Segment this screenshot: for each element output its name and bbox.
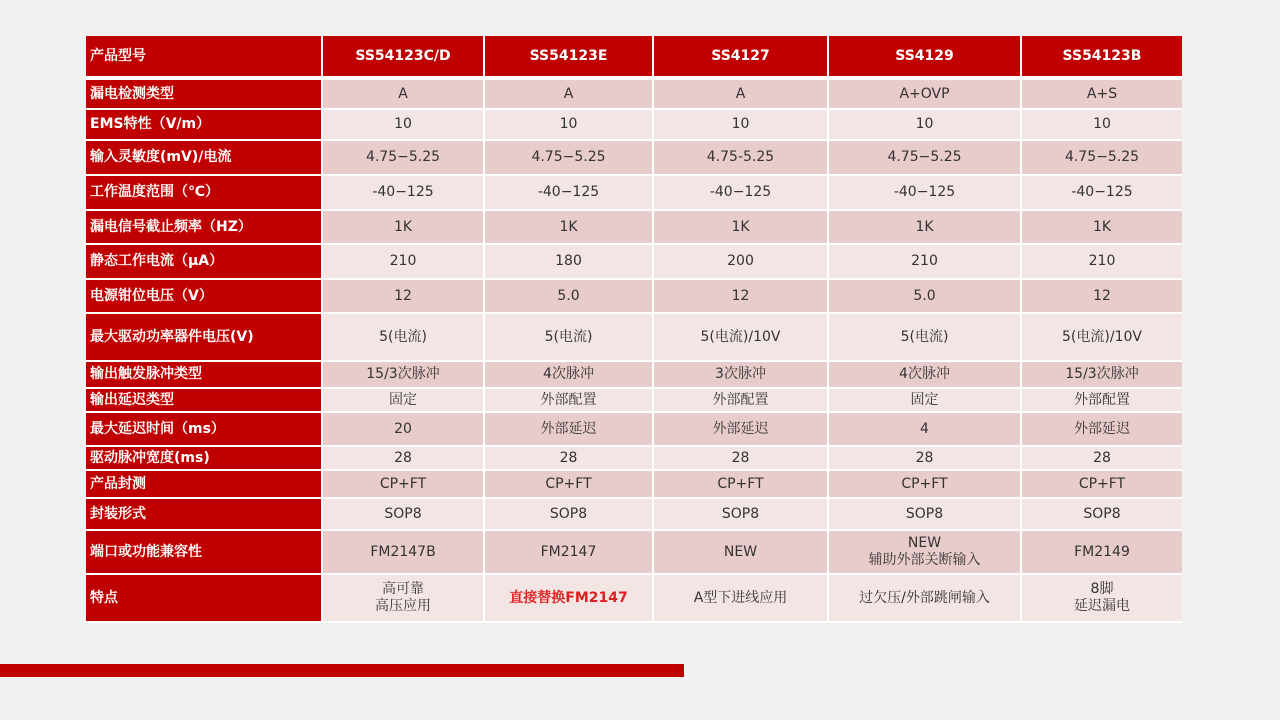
cell-text: 4.75−5.25 — [531, 149, 606, 165]
cell-text: 210 — [1088, 253, 1116, 269]
table-cell — [1022, 413, 1182, 447]
table-row — [86, 499, 1182, 531]
cell-text: 外部延迟 — [1074, 420, 1130, 437]
table-cell — [323, 141, 485, 176]
table-cell — [1022, 211, 1182, 245]
cell-text: CP+FT — [1078, 475, 1126, 492]
cell-text: 28 — [731, 449, 750, 466]
table-row — [86, 575, 1182, 623]
table-row — [86, 245, 1182, 280]
table-cell — [323, 531, 485, 575]
table-cell — [485, 245, 654, 280]
cell-text: 20 — [394, 420, 412, 437]
table-cell — [829, 280, 1022, 314]
cell-text: 5(电流)/10V — [700, 328, 781, 345]
table-cell — [323, 314, 485, 362]
cell-text: 延迟漏电 — [1074, 598, 1130, 614]
table-cell — [829, 362, 1022, 389]
cell-text: 10 — [559, 116, 578, 132]
table-cell — [654, 447, 829, 471]
model-header: SS54123C/D — [323, 36, 485, 80]
table-cell — [654, 245, 829, 280]
cell-text: A — [735, 85, 746, 102]
cell-text: 28 — [559, 449, 578, 466]
cell-text: 12 — [1093, 287, 1111, 304]
table-cell — [485, 413, 654, 447]
table-cell — [485, 499, 654, 531]
cell-text: 辅助外部关断输入 — [868, 552, 981, 568]
model-header: SS4127 — [654, 36, 829, 80]
cell-text: 1K — [1092, 218, 1112, 235]
table-cell — [829, 471, 1022, 499]
table-cell — [654, 362, 829, 389]
cell-text: 28 — [1093, 449, 1111, 466]
row-label: 漏电检测类型 — [86, 80, 323, 110]
decorative-bottom-bar — [0, 664, 684, 677]
table-cell — [323, 362, 485, 389]
table-cell — [323, 447, 485, 471]
table-cell — [829, 211, 1022, 245]
model-header: SS54123E — [485, 36, 654, 80]
cell-text: 4 — [920, 420, 929, 437]
table-cell — [829, 499, 1022, 531]
row-label: 输入灵敏度(mV)/电流 — [86, 141, 323, 176]
table-cell — [829, 110, 1022, 141]
table-cell — [829, 80, 1022, 110]
cell-text: 5(电流) — [379, 328, 427, 345]
table-cell — [1022, 447, 1182, 471]
model-header: SS4129 — [829, 36, 1022, 80]
table-cell — [1022, 141, 1182, 176]
cell-text: 15/3次脉冲 — [1065, 366, 1139, 382]
table-row — [86, 141, 1182, 176]
cell-text: 28 — [915, 449, 934, 466]
table-cell — [829, 575, 1022, 623]
cell-text: 4.75−5.25 — [365, 149, 441, 165]
table-cell — [829, 314, 1022, 362]
cell-text: -40−125 — [537, 184, 600, 200]
cell-text: 5.0 — [913, 287, 936, 304]
cell-text: 4次脉冲 — [899, 366, 950, 382]
cell-text: 210 — [389, 253, 417, 269]
cell-text: 外部配置 — [1074, 391, 1130, 408]
cell-text: 过欠压/外部跳闸输入 — [859, 589, 990, 606]
cell-text: A型下进线应用 — [693, 589, 788, 606]
table-cell — [654, 211, 829, 245]
header-row — [86, 36, 1182, 80]
cell-text: 15/3次脉冲 — [366, 366, 440, 382]
table-cell — [323, 413, 485, 447]
cell-text: -40−125 — [372, 184, 434, 200]
cell-text: 5(电流) — [900, 328, 949, 345]
table-row — [86, 413, 1182, 447]
cell-text: 8脚 — [1090, 581, 1114, 597]
cell-text: 10 — [1093, 116, 1111, 132]
row-label: 输出延迟类型 — [86, 389, 323, 413]
table-cell — [1022, 110, 1182, 141]
table-cell — [485, 211, 654, 245]
table-cell — [654, 176, 829, 211]
cell-text: CP+FT — [901, 475, 948, 492]
cell-text: 4.75-5.25 — [706, 149, 775, 165]
table-row — [86, 280, 1182, 314]
cell-text: 外部延迟 — [540, 420, 597, 437]
table-cell — [485, 389, 654, 413]
cell-text: 外部配置 — [540, 391, 597, 408]
row-label: 最大驱动功率器件电压(V) — [86, 314, 323, 362]
cell-text: 1K — [731, 218, 750, 235]
table-cell — [485, 141, 654, 176]
cell-text: 外部配置 — [712, 391, 769, 408]
cell-text: 28 — [394, 449, 412, 466]
cell-text: 4.75−5.25 — [887, 149, 962, 165]
table-cell — [1022, 280, 1182, 314]
table-row — [86, 389, 1182, 413]
table-cell — [485, 531, 654, 575]
table-cell — [485, 471, 654, 499]
cell-text: SOP8 — [549, 505, 588, 522]
table-cell — [654, 575, 829, 623]
table-cell — [323, 211, 485, 245]
row-label: 端口或功能兼容性 — [86, 531, 323, 575]
cell-text: 外部延迟 — [712, 420, 769, 437]
table-cell — [654, 110, 829, 141]
table-cell — [654, 141, 829, 176]
table-cell — [323, 471, 485, 499]
row-label: 输出触发脉冲类型 — [86, 362, 323, 389]
table-row — [86, 447, 1182, 471]
table-cell — [829, 413, 1022, 447]
cell-text: 4次脉冲 — [543, 366, 594, 382]
cell-text: A+S — [1086, 85, 1118, 102]
table-cell — [485, 176, 654, 211]
cell-text: 12 — [731, 287, 750, 304]
row-label: 产品封测 — [86, 471, 323, 499]
cell-text: A — [563, 85, 574, 102]
row-label: 静态工作电流（μA） — [86, 245, 323, 280]
table-cell — [1022, 362, 1182, 389]
table-cell — [654, 280, 829, 314]
table-cell — [1022, 80, 1182, 110]
cell-text: 12 — [394, 287, 412, 304]
table-cell — [1022, 575, 1182, 623]
cell-text: CP+FT — [717, 475, 764, 492]
table-cell — [829, 141, 1022, 176]
row-label: 最大延迟时间（ms） — [86, 413, 323, 447]
table-row — [86, 471, 1182, 499]
table-row — [86, 176, 1182, 211]
row-label: EMS特性（V/m） — [86, 110, 323, 141]
cell-text: SOP8 — [721, 505, 760, 522]
table-row — [86, 314, 1182, 362]
table-cell — [1022, 245, 1182, 280]
cell-text: NEW — [907, 535, 942, 551]
row-label: 驱动脉冲宽度(ms) — [86, 447, 323, 471]
table-cell — [323, 80, 485, 110]
cell-text: 固定 — [910, 391, 939, 408]
table-cell — [654, 471, 829, 499]
table-cell — [323, 389, 485, 413]
table-cell — [1022, 531, 1182, 575]
table-cell — [485, 575, 654, 623]
cell-text: 4.75−5.25 — [1064, 149, 1140, 165]
cell-text: A — [398, 85, 408, 102]
cell-text: FM2149 — [1074, 543, 1130, 560]
table-cell — [323, 575, 485, 623]
row-label: 封装形式 — [86, 499, 323, 531]
cell-text: 直接替换FM2147 — [509, 589, 628, 606]
table-cell — [1022, 471, 1182, 499]
table-cell — [1022, 389, 1182, 413]
table-row — [86, 110, 1182, 141]
table-cell — [654, 413, 829, 447]
table-cell — [654, 499, 829, 531]
cell-text: 210 — [911, 253, 938, 269]
cell-text: 180 — [555, 253, 582, 269]
header-label: 产品型号 — [86, 36, 323, 80]
cell-text: 1K — [559, 218, 578, 235]
cell-text: FM2147B — [370, 543, 436, 560]
table-cell — [485, 314, 654, 362]
cell-text: 高可靠 — [382, 581, 424, 597]
cell-text: 10 — [915, 116, 934, 132]
cell-text: 1K — [393, 218, 413, 235]
cell-text: 200 — [727, 253, 754, 269]
table-cell — [323, 176, 485, 211]
table-cell — [829, 447, 1022, 471]
spec-comparison-table — [86, 36, 1182, 623]
table-cell — [485, 280, 654, 314]
cell-text: NEW — [723, 543, 758, 560]
table-cell — [654, 389, 829, 413]
table-cell — [829, 176, 1022, 211]
row-label: 工作温度范围（℃） — [86, 176, 323, 211]
cell-text: 高压应用 — [375, 598, 431, 614]
table-cell — [1022, 314, 1182, 362]
cell-text: 1K — [915, 218, 934, 235]
cell-text: SOP8 — [905, 505, 944, 522]
model-header: SS54123B — [1022, 36, 1182, 80]
table-cell — [654, 314, 829, 362]
cell-text: 3次脉冲 — [715, 366, 766, 382]
cell-text: A+OVP — [899, 85, 950, 102]
table-cell — [1022, 499, 1182, 531]
cell-text: 10 — [394, 116, 412, 132]
table-cell — [829, 531, 1022, 575]
table-row — [86, 531, 1182, 575]
table-cell — [323, 110, 485, 141]
table-cell — [1022, 176, 1182, 211]
cell-text: -40−125 — [893, 184, 956, 200]
table-row — [86, 362, 1182, 389]
cell-text: SOP8 — [384, 505, 422, 522]
table-cell — [323, 499, 485, 531]
table-cell — [829, 245, 1022, 280]
row-label: 电源钳位电压（V） — [86, 280, 323, 314]
cell-text: FM2147 — [540, 543, 597, 560]
table-cell — [654, 80, 829, 110]
cell-text: -40−125 — [709, 184, 772, 200]
table-cell — [485, 110, 654, 141]
table-cell — [485, 447, 654, 471]
cell-text: 固定 — [389, 391, 417, 408]
table-cell — [485, 80, 654, 110]
cell-text: 5(电流)/10V — [1062, 328, 1142, 345]
table-cell — [485, 362, 654, 389]
cell-text: CP+FT — [545, 475, 592, 492]
table-cell — [654, 531, 829, 575]
table-cell — [323, 245, 485, 280]
table-cell — [829, 389, 1022, 413]
cell-text: 5.0 — [557, 287, 580, 304]
table-row — [86, 80, 1182, 110]
cell-text: -40−125 — [1071, 184, 1133, 200]
cell-text: SOP8 — [1083, 505, 1121, 522]
cell-text: 10 — [731, 116, 750, 132]
row-label: 漏电信号截止频率（HZ） — [86, 211, 323, 245]
cell-text: CP+FT — [379, 475, 427, 492]
table-row — [86, 211, 1182, 245]
row-label: 特点 — [86, 575, 323, 623]
table-cell — [323, 280, 485, 314]
cell-text: 5(电流) — [544, 328, 593, 345]
